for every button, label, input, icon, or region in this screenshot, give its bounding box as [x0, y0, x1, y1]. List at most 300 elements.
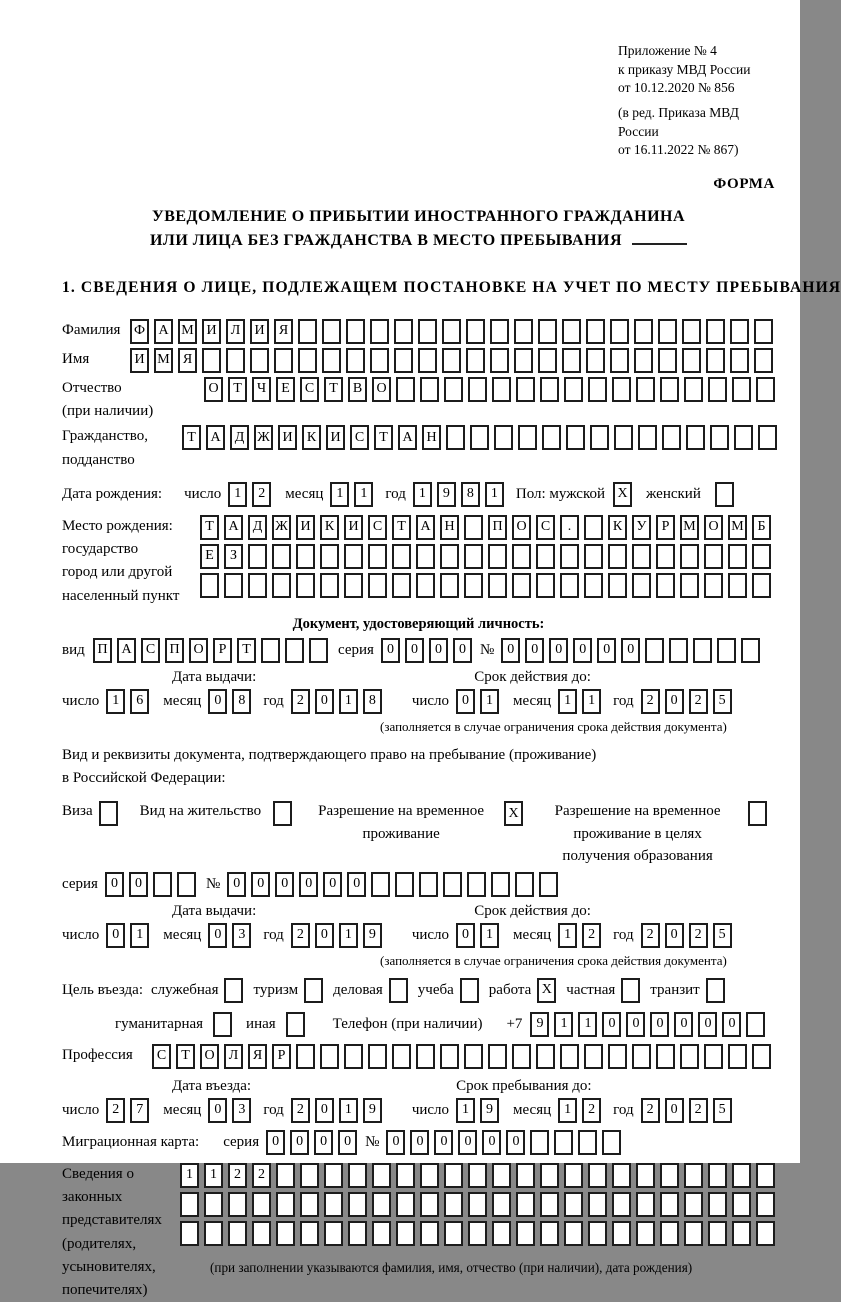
char-box[interactable] [276, 1192, 295, 1217]
char-box[interactable] [204, 1221, 223, 1246]
char-box[interactable] [706, 319, 725, 344]
char-box[interactable] [370, 319, 389, 344]
char-box[interactable] [662, 425, 681, 450]
char-box[interactable]: 2 [228, 1163, 247, 1188]
char-box[interactable]: Л [224, 1044, 243, 1069]
char-box[interactable]: 9 [437, 482, 456, 507]
char-box[interactable] [309, 638, 328, 663]
char-box[interactable] [300, 1163, 319, 1188]
char-box[interactable] [732, 1163, 751, 1188]
char-box[interactable] [542, 425, 561, 450]
char-box[interactable] [539, 872, 558, 897]
char-box[interactable] [684, 1221, 703, 1246]
char-box[interactable] [492, 1192, 511, 1217]
char-box[interactable] [516, 1163, 535, 1188]
char-box[interactable] [228, 1192, 247, 1217]
char-box[interactable]: А [117, 638, 136, 663]
char-box[interactable]: С [350, 425, 369, 450]
char-box[interactable]: 1 [339, 689, 358, 714]
char-box[interactable] [300, 1192, 319, 1217]
char-box[interactable] [514, 319, 533, 344]
char-box[interactable]: 0 [105, 872, 124, 897]
char-box[interactable] [536, 1044, 555, 1069]
char-box[interactable]: 2 [291, 923, 310, 948]
char-box[interactable] [614, 425, 633, 450]
char-box[interactable]: 5 [713, 689, 732, 714]
char-box[interactable] [684, 1163, 703, 1188]
char-box[interactable]: 0 [458, 1130, 477, 1155]
char-box[interactable] [420, 1163, 439, 1188]
char-box[interactable] [322, 348, 341, 373]
char-box[interactable] [746, 1012, 765, 1037]
char-box[interactable]: Ч [252, 377, 271, 402]
char-box[interactable] [392, 1044, 411, 1069]
char-box[interactable]: 0 [290, 1130, 309, 1155]
char-box[interactable] [470, 425, 489, 450]
char-box[interactable]: 5 [713, 1098, 732, 1123]
char-box[interactable]: 2 [291, 689, 310, 714]
char-box[interactable] [634, 319, 653, 344]
char-box[interactable] [586, 348, 605, 373]
char-box[interactable] [512, 1044, 531, 1069]
char-box[interactable]: 0 [501, 638, 520, 663]
char-box[interactable]: 2 [582, 923, 601, 948]
char-box[interactable] [276, 1221, 295, 1246]
char-box[interactable] [660, 1163, 679, 1188]
char-box[interactable] [464, 544, 483, 569]
char-box[interactable]: 1 [330, 482, 349, 507]
char-box[interactable]: 0 [650, 1012, 669, 1037]
char-box[interactable] [298, 319, 317, 344]
female-checkbox[interactable] [715, 482, 734, 507]
char-box[interactable]: 0 [405, 638, 424, 663]
char-box[interactable]: 2 [291, 1098, 310, 1123]
char-box[interactable]: 1 [554, 1012, 573, 1037]
char-box[interactable]: 0 [323, 872, 342, 897]
char-box[interactable] [368, 1044, 387, 1069]
other-checkbox[interactable] [286, 1012, 305, 1037]
char-box[interactable]: 0 [722, 1012, 741, 1037]
char-box[interactable] [491, 872, 510, 897]
char-box[interactable] [420, 1192, 439, 1217]
char-box[interactable] [368, 544, 387, 569]
char-box[interactable]: 1 [558, 689, 577, 714]
char-box[interactable] [515, 872, 534, 897]
char-box[interactable] [440, 1044, 459, 1069]
char-box[interactable] [440, 544, 459, 569]
char-box[interactable] [226, 348, 245, 373]
private-checkbox[interactable] [621, 978, 640, 1003]
char-box[interactable]: И [344, 515, 363, 540]
visa-checkbox[interactable] [99, 801, 118, 826]
char-box[interactable]: 9 [363, 1098, 382, 1123]
char-box[interactable] [608, 1044, 627, 1069]
char-box[interactable]: 5 [713, 923, 732, 948]
char-box[interactable] [494, 425, 513, 450]
char-box[interactable]: 1 [180, 1163, 199, 1188]
char-box[interactable] [514, 348, 533, 373]
char-box[interactable] [564, 1163, 583, 1188]
char-box[interactable]: 1 [130, 923, 149, 948]
char-box[interactable] [638, 425, 657, 450]
char-box[interactable]: Т [182, 425, 201, 450]
char-box[interactable] [344, 573, 363, 598]
char-box[interactable]: 0 [429, 638, 448, 663]
char-box[interactable]: Л [226, 319, 245, 344]
char-box[interactable] [344, 544, 363, 569]
char-box[interactable] [706, 348, 725, 373]
char-box[interactable] [560, 573, 579, 598]
char-box[interactable]: И [202, 319, 221, 344]
char-box[interactable] [578, 1130, 597, 1155]
char-box[interactable] [634, 348, 653, 373]
char-box[interactable] [704, 1044, 723, 1069]
char-box[interactable]: 0 [549, 638, 568, 663]
char-box[interactable] [396, 1163, 415, 1188]
char-box[interactable] [566, 425, 585, 450]
char-box[interactable] [468, 377, 487, 402]
char-box[interactable] [636, 377, 655, 402]
char-box[interactable] [418, 348, 437, 373]
char-box[interactable]: 1 [558, 923, 577, 948]
char-box[interactable] [754, 348, 773, 373]
char-box[interactable] [669, 638, 688, 663]
char-box[interactable] [660, 1192, 679, 1217]
char-box[interactable] [348, 1163, 367, 1188]
char-box[interactable] [416, 573, 435, 598]
char-box[interactable] [346, 319, 365, 344]
char-box[interactable] [516, 1221, 535, 1246]
char-box[interactable]: 1 [485, 482, 504, 507]
char-box[interactable]: Я [248, 1044, 267, 1069]
char-box[interactable]: 1 [354, 482, 373, 507]
char-box[interactable]: О [189, 638, 208, 663]
char-box[interactable] [446, 425, 465, 450]
char-box[interactable] [394, 348, 413, 373]
char-box[interactable] [348, 1192, 367, 1217]
char-box[interactable]: 0 [525, 638, 544, 663]
char-box[interactable] [488, 544, 507, 569]
char-box[interactable] [612, 1163, 631, 1188]
char-box[interactable]: 0 [275, 872, 294, 897]
char-box[interactable] [682, 319, 701, 344]
char-box[interactable] [536, 573, 555, 598]
char-box[interactable]: 0 [602, 1012, 621, 1037]
char-box[interactable] [756, 1163, 775, 1188]
char-box[interactable]: 8 [232, 689, 251, 714]
char-box[interactable]: И [250, 319, 269, 344]
tourism-checkbox[interactable] [304, 978, 323, 1003]
char-box[interactable] [602, 1130, 621, 1155]
char-box[interactable]: П [93, 638, 112, 663]
char-box[interactable]: И [296, 515, 315, 540]
char-box[interactable]: П [488, 515, 507, 540]
char-box[interactable] [200, 573, 219, 598]
char-box[interactable]: Т [392, 515, 411, 540]
char-box[interactable]: 0 [456, 689, 475, 714]
char-box[interactable]: 1 [582, 689, 601, 714]
char-box[interactable] [632, 1044, 651, 1069]
char-box[interactable] [394, 319, 413, 344]
char-box[interactable]: 1 [228, 482, 247, 507]
char-box[interactable]: 0 [338, 1130, 357, 1155]
char-box[interactable] [540, 1192, 559, 1217]
char-box[interactable] [588, 377, 607, 402]
char-box[interactable]: 0 [621, 638, 640, 663]
char-box[interactable] [324, 1163, 343, 1188]
char-box[interactable] [636, 1163, 655, 1188]
char-box[interactable] [684, 1192, 703, 1217]
char-box[interactable] [708, 1163, 727, 1188]
char-box[interactable] [684, 377, 703, 402]
char-box[interactable] [660, 377, 679, 402]
char-box[interactable] [344, 1044, 363, 1069]
char-box[interactable] [732, 1221, 751, 1246]
char-box[interactable]: 0 [453, 638, 472, 663]
char-box[interactable] [610, 348, 629, 373]
char-box[interactable]: 0 [482, 1130, 501, 1155]
char-box[interactable] [756, 377, 775, 402]
char-box[interactable] [371, 872, 390, 897]
char-box[interactable]: 0 [573, 638, 592, 663]
char-box[interactable] [693, 638, 712, 663]
char-box[interactable] [420, 377, 439, 402]
char-box[interactable]: 0 [506, 1130, 525, 1155]
char-box[interactable]: 1 [204, 1163, 223, 1188]
char-box[interactable]: 2 [641, 1098, 660, 1123]
char-box[interactable] [564, 377, 583, 402]
char-box[interactable] [752, 544, 771, 569]
char-box[interactable]: Я [274, 319, 293, 344]
char-box[interactable] [752, 573, 771, 598]
char-box[interactable]: 0 [410, 1130, 429, 1155]
char-box[interactable] [586, 319, 605, 344]
char-box[interactable] [564, 1192, 583, 1217]
char-box[interactable]: 1 [339, 1098, 358, 1123]
char-box[interactable]: 9 [363, 923, 382, 948]
char-box[interactable] [180, 1192, 199, 1217]
char-box[interactable]: 2 [689, 1098, 708, 1123]
char-box[interactable] [224, 573, 243, 598]
humanitarian-checkbox[interactable] [213, 1012, 232, 1037]
char-box[interactable] [584, 573, 603, 598]
char-box[interactable]: 2 [641, 923, 660, 948]
char-box[interactable] [372, 1163, 391, 1188]
char-box[interactable] [272, 573, 291, 598]
char-box[interactable]: А [416, 515, 435, 540]
char-box[interactable] [443, 872, 462, 897]
char-box[interactable]: 1 [480, 689, 499, 714]
char-box[interactable] [442, 319, 461, 344]
char-box[interactable] [540, 1163, 559, 1188]
char-box[interactable]: 2 [582, 1098, 601, 1123]
char-box[interactable]: 0 [456, 923, 475, 948]
char-box[interactable]: 0 [597, 638, 616, 663]
char-box[interactable]: 0 [674, 1012, 693, 1037]
char-box[interactable]: И [130, 348, 149, 373]
char-box[interactable] [512, 544, 531, 569]
char-box[interactable]: У [632, 515, 651, 540]
char-box[interactable] [608, 544, 627, 569]
char-box[interactable] [704, 544, 723, 569]
char-box[interactable]: Я [178, 348, 197, 373]
char-box[interactable]: 1 [339, 923, 358, 948]
char-box[interactable] [588, 1163, 607, 1188]
char-box[interactable]: Ж [254, 425, 273, 450]
char-box[interactable]: 2 [252, 482, 271, 507]
char-box[interactable] [540, 1221, 559, 1246]
char-box[interactable]: К [608, 515, 627, 540]
char-box[interactable] [538, 348, 557, 373]
char-box[interactable] [608, 573, 627, 598]
char-box[interactable] [554, 1130, 573, 1155]
char-box[interactable]: 9 [480, 1098, 499, 1123]
char-box[interactable] [680, 544, 699, 569]
char-box[interactable] [492, 1221, 511, 1246]
char-box[interactable]: Т [374, 425, 393, 450]
char-box[interactable]: А [206, 425, 225, 450]
char-box[interactable] [741, 638, 760, 663]
char-box[interactable]: Т [176, 1044, 195, 1069]
work-checkbox[interactable]: X [537, 978, 556, 1003]
char-box[interactable]: 0 [314, 1130, 333, 1155]
char-box[interactable]: 1 [456, 1098, 475, 1123]
char-box[interactable] [754, 319, 773, 344]
residence-permit-checkbox[interactable] [273, 801, 292, 826]
char-box[interactable]: 0 [665, 1098, 684, 1123]
char-box[interactable] [488, 1044, 507, 1069]
char-box[interactable] [516, 1192, 535, 1217]
char-box[interactable] [272, 544, 291, 569]
char-box[interactable]: И [326, 425, 345, 450]
char-box[interactable]: Т [237, 638, 256, 663]
char-box[interactable]: М [178, 319, 197, 344]
char-box[interactable] [717, 638, 736, 663]
char-box[interactable] [612, 377, 631, 402]
char-box[interactable]: 1 [106, 689, 125, 714]
char-box[interactable] [296, 573, 315, 598]
char-box[interactable]: 6 [130, 689, 149, 714]
char-box[interactable] [320, 573, 339, 598]
char-box[interactable] [466, 319, 485, 344]
transit-checkbox[interactable] [706, 978, 725, 1003]
char-box[interactable]: . [560, 515, 579, 540]
char-box[interactable] [444, 1192, 463, 1217]
char-box[interactable]: С [368, 515, 387, 540]
char-box[interactable] [324, 1221, 343, 1246]
char-box[interactable] [468, 1221, 487, 1246]
char-box[interactable] [442, 348, 461, 373]
char-box[interactable] [396, 1221, 415, 1246]
char-box[interactable] [418, 319, 437, 344]
char-box[interactable]: А [154, 319, 173, 344]
char-box[interactable] [632, 573, 651, 598]
char-box[interactable]: М [154, 348, 173, 373]
char-box[interactable] [610, 319, 629, 344]
char-box[interactable] [466, 348, 485, 373]
char-box[interactable] [584, 1044, 603, 1069]
char-box[interactable] [492, 377, 511, 402]
char-box[interactable]: 0 [434, 1130, 453, 1155]
char-box[interactable] [490, 319, 509, 344]
char-box[interactable]: А [398, 425, 417, 450]
char-box[interactable]: О [372, 377, 391, 402]
char-box[interactable]: 1 [558, 1098, 577, 1123]
char-box[interactable]: С [300, 377, 319, 402]
char-box[interactable]: О [704, 515, 723, 540]
char-box[interactable] [468, 1163, 487, 1188]
char-box[interactable] [540, 377, 559, 402]
char-box[interactable]: Ф [130, 319, 149, 344]
char-box[interactable] [656, 1044, 675, 1069]
char-box[interactable] [584, 544, 603, 569]
char-box[interactable] [396, 1192, 415, 1217]
char-box[interactable]: 3 [232, 923, 251, 948]
char-box[interactable] [490, 348, 509, 373]
char-box[interactable] [372, 1221, 391, 1246]
char-box[interactable] [708, 377, 727, 402]
char-box[interactable] [758, 425, 777, 450]
char-box[interactable]: Д [248, 515, 267, 540]
char-box[interactable] [444, 1163, 463, 1188]
char-box[interactable]: 0 [315, 1098, 334, 1123]
char-box[interactable]: 0 [665, 689, 684, 714]
char-box[interactable] [228, 1221, 247, 1246]
char-box[interactable]: 0 [626, 1012, 645, 1037]
char-box[interactable] [296, 544, 315, 569]
char-box[interactable] [396, 377, 415, 402]
char-box[interactable] [752, 1044, 771, 1069]
char-box[interactable]: Ж [272, 515, 291, 540]
char-box[interactable] [464, 1044, 483, 1069]
char-box[interactable] [538, 319, 557, 344]
char-box[interactable]: О [204, 377, 223, 402]
char-box[interactable]: Н [422, 425, 441, 450]
char-box[interactable] [530, 1130, 549, 1155]
char-box[interactable]: Е [276, 377, 295, 402]
char-box[interactable] [704, 573, 723, 598]
char-box[interactable] [516, 377, 535, 402]
char-box[interactable]: 0 [315, 689, 334, 714]
char-box[interactable] [632, 544, 651, 569]
char-box[interactable] [734, 425, 753, 450]
char-box[interactable] [322, 319, 341, 344]
char-box[interactable] [560, 544, 579, 569]
char-box[interactable] [756, 1221, 775, 1246]
char-box[interactable]: 9 [530, 1012, 549, 1037]
char-box[interactable] [710, 425, 729, 450]
char-box[interactable] [492, 1163, 511, 1188]
male-checkbox[interactable]: X [613, 482, 632, 507]
char-box[interactable]: 8 [363, 689, 382, 714]
char-box[interactable]: И [278, 425, 297, 450]
char-box[interactable] [562, 348, 581, 373]
char-box[interactable] [372, 1192, 391, 1217]
char-box[interactable] [612, 1192, 631, 1217]
char-box[interactable] [588, 1192, 607, 1217]
char-box[interactable] [261, 638, 280, 663]
char-box[interactable] [732, 377, 751, 402]
char-box[interactable] [320, 544, 339, 569]
char-box[interactable] [298, 348, 317, 373]
char-box[interactable] [584, 515, 603, 540]
study-checkbox[interactable] [460, 978, 479, 1003]
char-box[interactable]: 0 [106, 923, 125, 948]
char-box[interactable] [300, 1221, 319, 1246]
char-box[interactable] [370, 348, 389, 373]
char-box[interactable]: 0 [208, 1098, 227, 1123]
char-box[interactable] [274, 348, 293, 373]
